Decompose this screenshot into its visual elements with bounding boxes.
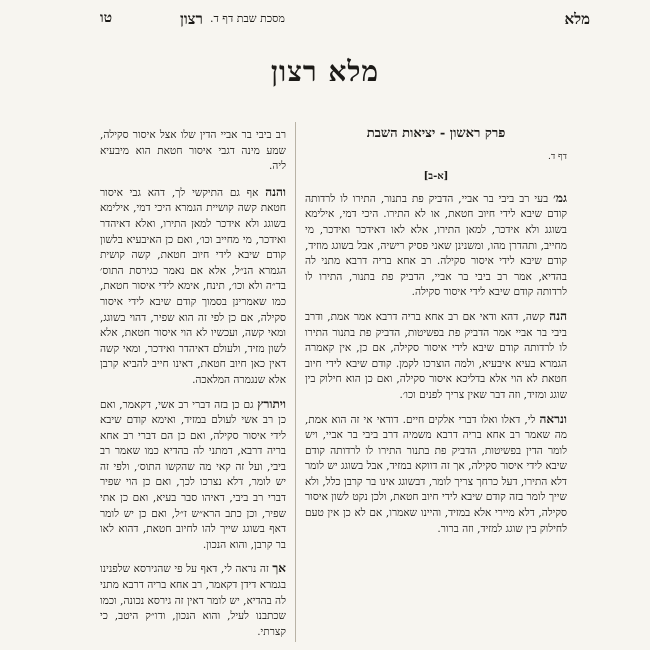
paragraph-text: גם כן בזה דברי רב אשי, דקאמר, ואם כן רב אשי לעולם במזיד, ואימא קודם שיבא לידי איסור סקילה, ואם כן הם דברי רב אחא בריה דרבא, דמתני לה בהדיא כמו שאמר רב ביבי, ועל זה קאי מה שהקשו התוס׳, ולפי זה יש לומר, דלא נצרכו לכך, ואם כן הוי שפיר דברי רב ביבי, דאיהו סבר בעיא, ואם כן אתי שפיר, וכן כתב הרא״ש ז״ל, ואם כן יש לומר דאף בשוגג שייך להו לחיוב חטאת, דהוא לאו בר קרבן, והוא הנכון. bbox=[100, 398, 286, 551]
column-divider bbox=[295, 122, 296, 642]
paragraph-text: לי, דאלו ואלו דברי אלקים חיים. דודאי אי זה הוא אמת, מה שאמר רב אחא בריה דרבא משמיה דרב ביבי בר אביי, ויש לומר הדין בפשיטות, הדביק פת בתנור התירו לו לרדותה קודם שיבא לידי איסור סקילה, אך זה דווקא במזיד, אבל בשוגג יש לומר דלא התירו, דעל כרחך צריך לומר, דבשוגג אינו בר קרבן כלל, ולא שייך לומר בזה קודם שיבא לידי חיוב חטאת, ולכן נקט לשון איסור סקילה, דלא מיירי אלא במזיד, והיינו שאמרו, אם לא כן אין טעם לחילוק בין שוגג למזיד, וזה ברור. bbox=[305, 413, 567, 535]
running-head-left-word: רצון bbox=[180, 10, 203, 28]
running-head-right-word: מלא bbox=[564, 10, 590, 28]
paragraph bbox=[305, 191, 567, 301]
paragraph bbox=[100, 397, 286, 554]
page-title: מלא רצון bbox=[270, 55, 380, 88]
paragraph bbox=[305, 309, 567, 404]
continuation-text: רב ביבי בר אביי הדין שלו אצל איסור סקילה, שמע מינה דגבי איסור חטאת הוא מיבעיא ליה. bbox=[100, 129, 286, 173]
paragraph bbox=[100, 185, 286, 389]
paragraph-text: זה נראה לי, דאף על פי שהגירסא שלפנינו בגמרא דידן דקאמר, רב אחא בריה דרבא מתני לה בהדיא, יש לומר דאין זה גירסא נכונה, וכמו שכתבנו לעיל, והוא הנכון, ודו״ק היטב, כי קצרתי. bbox=[100, 563, 286, 638]
paragraph-lead-word: ויתורץ bbox=[257, 396, 286, 411]
page-number: טו bbox=[100, 10, 113, 26]
section-mark: [א-ב] bbox=[423, 171, 449, 183]
paragraph-text: בעי רב ביבי בר אביי, הדביק פת בתנור, התירו לו לרדותה קודם שיבא לידי חיוב חטאת, או לא התירו. היכי דמי, אילימא בשוגג ולא אידכר, למאן התירו, אלא לאו דאידכר ואידכר, מי מחייב, ותהדרן מהו, ומשנינן שאני פסיק רישיה, אבל בשוגג מוזיד, קודם שיבא לידי איסור סקילה. רב אחא בריה דרבא מתני לה בהדיא, אמר רב ביבי בר אביי, הדביק פת בתנור, התירו לו לרדותה קודם שיבא לידי איסור סקילה. bbox=[305, 192, 567, 299]
paragraph bbox=[305, 412, 567, 538]
paragraph-lead-word: והנה bbox=[265, 184, 286, 199]
paragraph-lead-word: גמ׳ bbox=[553, 190, 567, 205]
right-column bbox=[305, 120, 567, 545]
paragraph-text: אף גם התיקשי לך, דהא גבי איסור חטאת קשה קושיית הגמרא היכי דמי, אילימא בשוגג ולא אידכר למאן התירו, ואלא דאיהדר ואידכר, מי מחייב וכו׳, ואם כן האיבעיא בלשון קודם שיבא לידי חיוב חטאת, קשה קושית הגמרא הנ״ל, אלא אם נאמר כגירסת התוס׳ בד״ה ולא וכו׳, תינח, אימא לידי איסור חטאת, כמו שאמרינן בסמוך קודם שיבא לידי איסור סקילה, אם כן לפי זה הוא שפיר, דהוי בשוגג, ומאי קשה, ועכשיו לא הוי איסור חטאת, אלא לשון מזיד, ולעולם דאיהדר ואידכר, ומאי קשה דאין כאן חיוב חטאת, דאינו חייב להביא קרבן אלא שנגמרה המלאכה. bbox=[100, 186, 286, 386]
paragraph bbox=[100, 561, 286, 640]
paragraph-lead-word: אך bbox=[272, 561, 286, 576]
paragraph-text: קשה, דהא ודאי אם רב אחא בריה דרבא אמר אמת, ודרב ביבי בר אביי אמר הדביק פת בפשיטות, הדביק פת בתנור התירו לו לרדותה קודם שיבא לידי איסור סקילה, אם כן, אין קאמרה הגמרא בעיא איבעיא, ולמה הוצרכו לקמן. קודם שיבא לידי חיוב חטאת לא הוי אלא בדליכא איסור סקילה, ואם כן הוא חילוק בין שוגג ומזיד, וזה דבר שאין צריך לפנים וכו׳. bbox=[305, 310, 567, 401]
chapter-heading: פרק ראשון - יציאות השבת bbox=[366, 126, 506, 141]
paragraph-lead-word: הנה bbox=[549, 308, 568, 323]
running-head-tractate: מסכת שבת דף ד. bbox=[210, 12, 285, 25]
left-column bbox=[100, 128, 286, 648]
paragraph-lead-word: ונראה bbox=[539, 411, 568, 426]
daf-reference: דף ד. bbox=[547, 151, 567, 162]
running-head bbox=[80, 10, 600, 32]
